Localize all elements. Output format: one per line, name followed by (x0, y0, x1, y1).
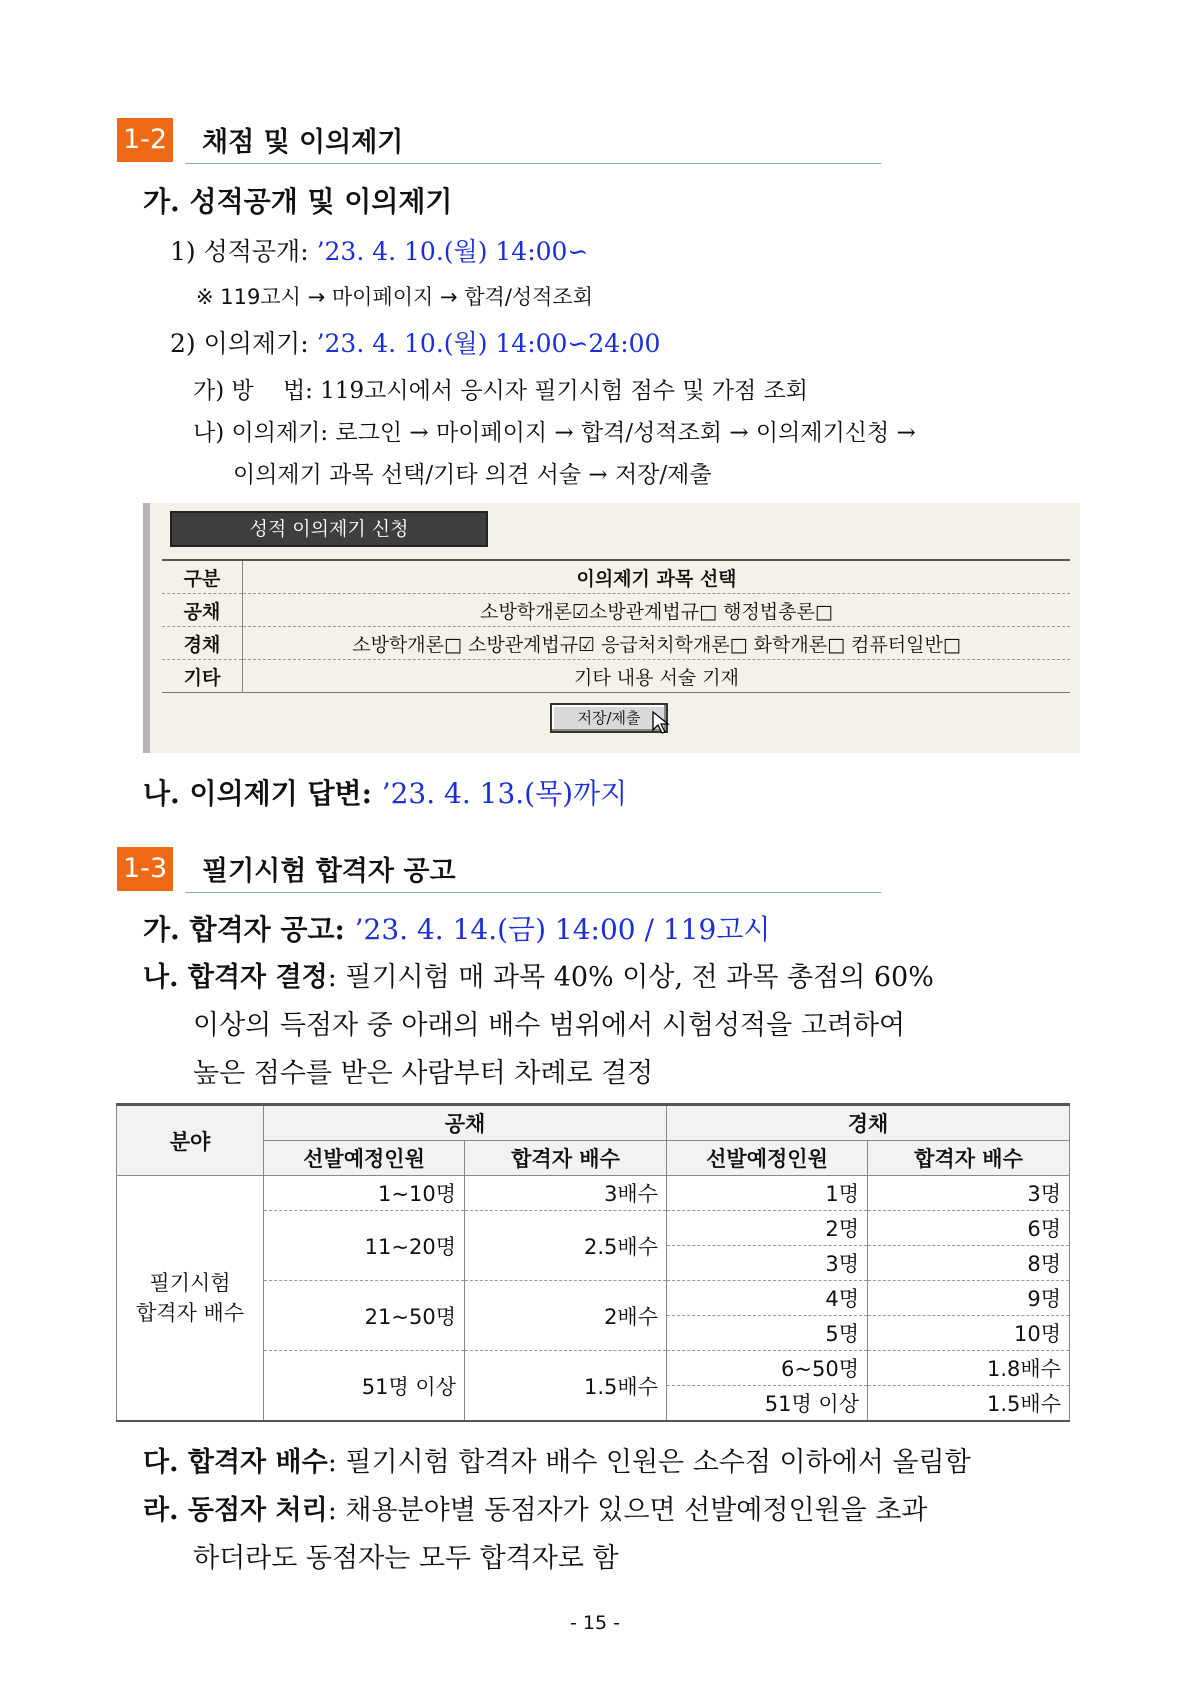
save-submit-button[interactable]: 저장/제출 (550, 703, 668, 733)
gyeong-mul: 1.5배수 (868, 1386, 1070, 1422)
gong-mul: 2.5배수 (465, 1211, 667, 1281)
appeal-form-screenshot (143, 503, 1080, 753)
col-category: 구분 (162, 560, 243, 594)
item-date: ’23. 4. 10.(월) 14:00∽ (316, 237, 589, 266)
col-multiplier: 합격자 배수 (465, 1141, 667, 1176)
row-label: 공채 (162, 594, 243, 627)
gyeong-mul: 3명 (868, 1176, 1070, 1211)
heading-label: 라. 동점자 처리 (143, 1495, 328, 1526)
heading-ra-ties (143, 1488, 927, 1527)
table-row (162, 660, 1070, 693)
decision-text: : 필기시험 매 과목 40% 이상, 전 과목 총점의 60% (327, 962, 934, 993)
heading-na-decision (143, 955, 934, 994)
heading-label: 다. 합격자 배수 (143, 1447, 328, 1478)
heading-label: 나. 합격자 결정 (143, 962, 328, 993)
table-row (117, 1176, 1070, 1211)
decision-text-cont: 이상의 득점자 중 아래의 배수 범위에서 시험성적을 고려하여 (193, 1010, 906, 1041)
col-gongchae: 공채 (264, 1105, 667, 1141)
table-row (162, 594, 1070, 627)
col-selection-count: 선발예정인원 (667, 1141, 868, 1176)
sub-appeal-steps-cont: 이의제기 과목 선택/기타 의견 서술 → 저장/제출 (233, 462, 712, 488)
item-date: ’23. 4. 10.(월) 14:00∽24:00 (316, 329, 661, 358)
gyeong-mul: 8명 (868, 1246, 1070, 1281)
row-label-line1: 필기시험 (149, 1271, 231, 1295)
section-number: 1-3 (117, 847, 173, 891)
col-subject-select: 이의제기 과목 선택 (576, 567, 737, 590)
gyeong-sel: 2명 (667, 1211, 868, 1246)
gyeong-sel: 3명 (667, 1246, 868, 1281)
decision-text-cont: 높은 점수를 받은 사람부터 차례로 결정 (193, 1058, 654, 1089)
gyeong-mul: 6명 (868, 1211, 1070, 1246)
sub-appeal-steps: 나) 이의제기: 로그인 → 마이페이지 → 합격/성적조회 → 이의제기신청 → (193, 420, 916, 446)
section-number: 1-2 (117, 118, 173, 162)
heading-na-appeal-answer (143, 772, 627, 812)
item-score-release (170, 232, 588, 268)
colon: : (361, 777, 382, 810)
gyeong-mul: 9명 (868, 1281, 1070, 1316)
pass-multiplier-table (116, 1103, 1070, 1422)
row-label: 경채 (162, 627, 243, 660)
gong-mul: 1.5배수 (465, 1351, 667, 1422)
heading-label: 가. 합격자 공고 (143, 913, 335, 946)
col-gyeongchae: 경채 (667, 1105, 1070, 1141)
gong-sel: 1~10명 (264, 1176, 465, 1211)
gyeong-sel: 51명 이상 (667, 1386, 868, 1422)
gyeong-sel: 4명 (667, 1281, 868, 1316)
ties-text: : 채용분야별 동점자가 있으면 선발예정인원을 초과 (327, 1495, 928, 1526)
table-header-row (117, 1105, 1070, 1141)
gong-sel: 11~20명 (264, 1211, 465, 1281)
mouse-pointer-icon (652, 711, 674, 735)
section-title: 필기시험 합격자 공고 (202, 856, 456, 887)
item-label: 1) 성적공개: (170, 237, 317, 266)
gong-sel: 51명 이상 (264, 1351, 465, 1422)
table-row (162, 627, 1070, 660)
row-subjects[interactable]: 소방학개론☑소방관계법규□ 행정법총론□ (480, 600, 833, 623)
gong-sel: 21~50명 (264, 1281, 465, 1351)
colon: : (334, 913, 355, 946)
announcement-date: ’23. 4. 14.(금) 14:00 / 119고시 (354, 913, 771, 946)
page-number: - 15 - (570, 1612, 620, 1634)
ties-text-cont: 하더라도 동점자는 모두 합격자로 함 (193, 1543, 619, 1574)
col-selection-count: 선발예정인원 (264, 1141, 465, 1176)
row-other-text[interactable]: 기타 내용 서술 기재 (574, 666, 739, 689)
gyeong-sel: 5명 (667, 1316, 868, 1351)
heading-ga-announcement (143, 908, 770, 948)
row-label-line2: 합격자 배수 (135, 1301, 245, 1325)
item-label: 2) 이의제기: (170, 329, 317, 358)
form-title: 성적 이의제기 신청 (170, 511, 488, 547)
gyeong-mul: 10명 (868, 1316, 1070, 1351)
answer-date: ’23. 4. 13.(목)까지 (381, 777, 628, 810)
multiplier-text: : 필기시험 합격자 배수 인원은 소수점 이하에서 올림함 (327, 1447, 971, 1478)
gong-mul: 3배수 (465, 1176, 667, 1211)
note-path: ※ 119고시 → 마이페이지 → 합격/성적조회 (196, 285, 594, 309)
row-subjects[interactable]: 소방학개론□ 소방관계법규☑ 응급처치학개론□ 화학개론□ 컴퓨터일반□ (352, 633, 961, 656)
appeal-form-table (162, 559, 1070, 693)
row-label: 기타 (162, 660, 243, 693)
gong-mul: 2배수 (465, 1281, 667, 1351)
heading-da-multiplier (143, 1440, 971, 1479)
gyeong-sel: 1명 (667, 1176, 868, 1211)
heading-label: 나. 이의제기 답변 (143, 777, 362, 810)
section-rule (185, 163, 881, 164)
section-title: 채점 및 이의제기 (202, 127, 404, 158)
gyeong-sel: 6~50명 (667, 1351, 868, 1386)
heading-ga-score-release: 가. 성적공개 및 이의제기 (143, 185, 453, 218)
col-multiplier: 합격자 배수 (868, 1141, 1070, 1176)
col-field: 분야 (117, 1105, 264, 1176)
section-rule (185, 892, 881, 893)
gyeong-mul: 1.8배수 (868, 1351, 1070, 1386)
row-label (117, 1176, 264, 1422)
sub-method: 가) 방 법: 119고시에서 응시자 필기시험 점수 및 가점 조회 (193, 378, 808, 404)
table-header-row (162, 560, 1070, 594)
item-appeal (170, 324, 660, 360)
